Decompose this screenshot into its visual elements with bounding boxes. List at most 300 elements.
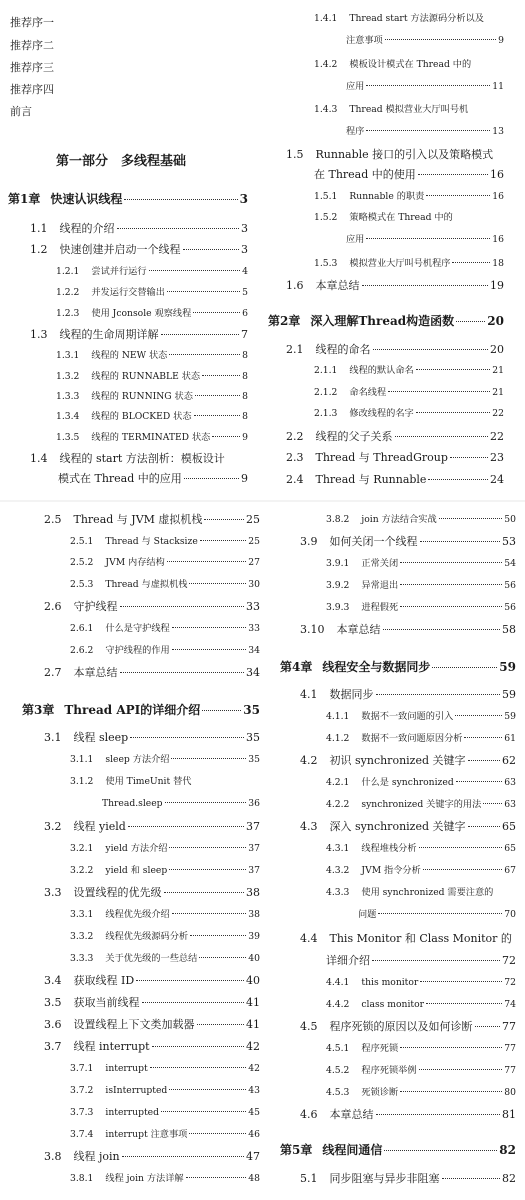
- entry-title: Thread 模拟营业大厅叫号机: [349, 104, 469, 115]
- subsection-entry: [314, 58, 504, 74]
- entry-title: 快速认识线程: [50, 192, 123, 206]
- page-number: 42: [246, 1040, 260, 1053]
- dot-leader: [202, 375, 240, 376]
- front-matter-item: 推荐序三: [10, 61, 54, 74]
- page-number: 39: [248, 931, 260, 942]
- entry-number: 1.5.3: [314, 258, 338, 269]
- dot-leader: [199, 957, 246, 958]
- page-number: 18: [492, 258, 504, 269]
- subsection-entry: [70, 1172, 260, 1188]
- page-number: 4: [242, 266, 248, 277]
- entry-number: 2.5: [44, 513, 62, 526]
- page-number: 63: [504, 799, 516, 810]
- entry-title: 策略模式在 Thread 中的: [349, 212, 453, 223]
- dot-leader: [152, 1046, 244, 1047]
- page-number: 9: [498, 35, 504, 46]
- entry-number: 1.2.2: [56, 287, 80, 298]
- subsection-entry: [326, 732, 516, 748]
- section-entry: [286, 473, 504, 489]
- entry-title: 线程的 RUNNING 状态: [91, 391, 193, 402]
- chapter-entry: [8, 192, 248, 208]
- entry-title: Runnable 接口的引入以及策略模式: [315, 148, 494, 161]
- entry-number: 3.3.1: [70, 909, 94, 920]
- entry-number: 1.6: [286, 279, 304, 292]
- entry-number: 2.7: [44, 666, 62, 679]
- entry-title: 快速创建并启动一个线程: [59, 243, 181, 256]
- entry-number: 3.7.2: [70, 1085, 94, 1096]
- entry-number: 1.2.1: [56, 266, 80, 277]
- page-number: 72: [502, 954, 516, 967]
- entry-title: 线程间通信: [322, 1143, 383, 1157]
- entry-number: 4.1.2: [326, 733, 350, 744]
- subsection-entry: [70, 930, 260, 946]
- dot-leader: [432, 667, 497, 668]
- subsection-entry: [314, 257, 504, 273]
- page-number: 48: [248, 1173, 260, 1184]
- page-number: 25: [246, 513, 260, 526]
- section-entry: [44, 820, 260, 836]
- section-entry: [286, 451, 504, 467]
- dot-leader: [167, 561, 247, 562]
- entry-title: 线程的介绍: [59, 222, 115, 235]
- dot-leader: [366, 238, 490, 239]
- entry-number: 4.2: [300, 754, 318, 767]
- entry-title: 线程 yield: [73, 820, 126, 833]
- entry-number: 1.3.4: [56, 411, 80, 422]
- entry-number: 1.5: [286, 148, 304, 161]
- entry-number: 4.4: [300, 932, 318, 945]
- subsection-entry: [358, 908, 516, 924]
- dot-leader: [204, 519, 244, 520]
- entry-title: This Monitor 和 Class Monitor 的: [329, 932, 512, 945]
- entry-number: 1.3: [30, 328, 48, 341]
- page-number: 33: [248, 623, 260, 634]
- subsection-entry: [326, 513, 516, 529]
- dot-leader: [161, 1111, 246, 1112]
- page-number: 30: [248, 579, 260, 590]
- dot-leader: [189, 1133, 246, 1134]
- entry-number: 3.9.2: [326, 580, 350, 591]
- section-entry: [300, 1172, 516, 1188]
- page-number: 80: [504, 1087, 516, 1098]
- page-number: 58: [502, 623, 516, 636]
- entry-title: interrupt: [105, 1063, 148, 1074]
- section-entry: [58, 472, 248, 488]
- subsection-entry: [70, 1084, 260, 1100]
- section-entry: [300, 820, 516, 836]
- entry-number: 3.5: [44, 996, 62, 1009]
- dot-leader: [400, 584, 502, 585]
- dot-leader: [464, 737, 502, 738]
- chapter-entry: [268, 314, 504, 330]
- dot-leader: [161, 334, 240, 335]
- entry-title: 使用 Jconsole 观察线程: [91, 308, 192, 319]
- subsection-entry: [70, 535, 260, 551]
- entry-title: 什么是守护线程: [105, 623, 170, 634]
- page-number: 82: [499, 1143, 516, 1157]
- subsection-entry: [326, 710, 516, 726]
- page-number: 65: [502, 820, 516, 833]
- dot-leader: [169, 354, 240, 355]
- entry-number: 2.5.3: [70, 579, 94, 590]
- dot-leader: [376, 1114, 501, 1115]
- page-number: 65: [504, 843, 516, 854]
- entry-number: 2.6: [44, 600, 62, 613]
- dot-leader: [197, 1024, 245, 1025]
- dot-leader: [456, 321, 485, 322]
- dot-leader: [366, 85, 490, 86]
- entry-title: 获取当前线程: [73, 996, 140, 1009]
- page-number: 46: [248, 1129, 260, 1140]
- subsection-entry: [314, 103, 504, 119]
- entry-title: 线程安全与数据同步: [322, 660, 431, 674]
- subsection-entry: [326, 1042, 516, 1058]
- entry-title: 修改线程的名字: [349, 408, 414, 419]
- subsection-entry: [56, 286, 248, 302]
- entry-number: 3.9: [300, 535, 318, 548]
- dot-leader: [120, 672, 245, 673]
- dot-leader: [400, 1091, 502, 1092]
- section-entry: [44, 666, 260, 682]
- entry-number: 3.1.2: [70, 776, 94, 787]
- front-matter-item: 推荐序二: [10, 39, 54, 52]
- subsection-entry: [70, 1128, 260, 1144]
- page-number: 56: [504, 602, 516, 613]
- page-number: 77: [504, 1043, 516, 1054]
- entry-number: 3.3.2: [70, 931, 94, 942]
- entry-title: 线程的命名: [315, 343, 371, 356]
- dot-leader: [362, 285, 489, 286]
- dot-leader: [172, 913, 247, 914]
- entry-number: 3.7.1: [70, 1063, 94, 1074]
- subsection-entry: [70, 908, 260, 924]
- section-entry: [30, 243, 248, 259]
- page-number: 36: [248, 798, 260, 809]
- entry-number: 1.4.2: [314, 59, 338, 70]
- entry-title: 尝试并行运行: [91, 266, 147, 277]
- entry-number: 3.3: [44, 886, 62, 899]
- section-entry: [30, 328, 248, 344]
- entry-title: 正常关闭: [361, 558, 399, 569]
- entry-number: 3.2.1: [70, 843, 94, 854]
- dot-leader: [400, 1047, 502, 1048]
- entry-title: 应用: [346, 81, 365, 92]
- entry-number: 4.3.2: [326, 865, 350, 876]
- subsection-entry: [56, 410, 248, 426]
- dot-leader: [468, 760, 500, 761]
- dot-leader: [142, 1002, 245, 1003]
- page-number: 61: [504, 733, 516, 744]
- entry-title: 详细介绍: [326, 954, 370, 967]
- dot-leader: [169, 847, 246, 848]
- subsection-entry: [56, 370, 248, 386]
- dot-leader: [450, 457, 488, 458]
- page-number: 56: [504, 580, 516, 591]
- page-number: 25: [248, 536, 260, 547]
- dot-leader: [423, 869, 503, 870]
- section-entry: [300, 932, 516, 948]
- dot-leader: [183, 249, 240, 250]
- entry-number: 第4章: [280, 660, 313, 674]
- entry-title: 问题: [358, 909, 377, 920]
- entry-number: 第3章: [22, 703, 55, 717]
- subsection-entry: [56, 265, 248, 281]
- dot-leader: [122, 1156, 244, 1157]
- entry-number: 1.4: [30, 452, 48, 465]
- page-number: 38: [248, 909, 260, 920]
- chapter-entry: [22, 703, 260, 719]
- subsection-entry: [314, 190, 504, 206]
- entry-title: JVM 内存结构: [105, 557, 165, 568]
- front-matter-item: 推荐序四: [10, 83, 54, 96]
- entry-title: 本章总结: [73, 666, 118, 679]
- page-number: 81: [502, 1108, 516, 1121]
- entry-title: 线程的 NEW 状态: [91, 350, 168, 361]
- dot-leader: [150, 1067, 247, 1068]
- subsection-entry: [346, 80, 504, 96]
- entry-title: 数据不一致问题的引入: [361, 711, 454, 722]
- page-number: 35: [248, 754, 260, 765]
- entry-number: 3.7: [44, 1040, 62, 1053]
- entry-title: 数据不一致问题原因分析: [361, 733, 463, 744]
- entry-title: 线程优先级介绍: [105, 909, 170, 920]
- page-number: 77: [504, 1065, 516, 1076]
- page-number: 16: [492, 191, 504, 202]
- entry-number: 3.4: [44, 974, 62, 987]
- subsection-entry: [70, 775, 260, 791]
- subsection-entry: [70, 842, 260, 858]
- dot-leader: [442, 1178, 501, 1179]
- entry-title: 线程的默认命名: [349, 365, 414, 376]
- entry-number: 2.2: [286, 430, 304, 443]
- subsection-entry: [314, 12, 504, 28]
- entry-title: 模板设计模式在 Thread 中的: [349, 59, 472, 70]
- subsection-entry: [326, 842, 516, 858]
- entry-title: 使用 synchronized 需要注意的: [361, 887, 494, 898]
- section-entry: [300, 1108, 516, 1124]
- subsection-entry: [346, 125, 504, 141]
- dot-leader: [419, 847, 503, 848]
- page-number: 11: [492, 81, 504, 92]
- entry-title: 线程 sleep: [73, 731, 129, 744]
- entry-number: 4.5.3: [326, 1087, 350, 1098]
- entry-number: 5.1: [300, 1172, 318, 1185]
- page-number: 23: [490, 451, 504, 464]
- dot-leader: [172, 627, 247, 628]
- entry-number: 1.1: [30, 222, 48, 235]
- dot-leader: [426, 1003, 502, 1004]
- dot-leader: [388, 391, 490, 392]
- dot-leader: [483, 803, 502, 804]
- page-number: 20: [490, 343, 504, 356]
- entry-title: 线程 join 方法详解: [105, 1173, 184, 1184]
- entry-number: 3.1.1: [70, 754, 94, 765]
- entry-title: 使用 TimeUnit 替代: [105, 776, 192, 787]
- entry-number: 2.4: [286, 473, 304, 486]
- dot-leader: [426, 195, 490, 196]
- page-number: 59: [499, 660, 516, 674]
- entry-number: 1.3.5: [56, 432, 80, 443]
- entry-title: 线程 interrupt: [73, 1040, 150, 1053]
- entry-number: 3.2.2: [70, 865, 94, 876]
- entry-title: 注意事项: [346, 35, 383, 46]
- entry-number: 3.9.1: [326, 558, 350, 569]
- page-number: 82: [502, 1172, 516, 1185]
- entry-number: 第5章: [280, 1143, 313, 1157]
- page-number: 54: [504, 558, 516, 569]
- section-entry: [300, 754, 516, 770]
- section-entry: [44, 600, 260, 616]
- subsection-entry: [56, 307, 248, 323]
- chapter-entry: [280, 660, 516, 676]
- entry-number: 3.7.3: [70, 1107, 94, 1118]
- section-entry: [30, 222, 248, 238]
- page-number: 27: [248, 557, 260, 568]
- section-entry: [44, 974, 260, 990]
- entry-title: 线程的 RUNNABLE 状态: [91, 371, 201, 382]
- entry-title: 模式在 Thread 中的应用: [58, 472, 182, 485]
- section-entry: [44, 513, 260, 529]
- entry-number: 3.9.3: [326, 602, 350, 613]
- entry-number: 1.5.2: [314, 212, 338, 223]
- dot-leader: [416, 369, 491, 370]
- entry-number: 4.4.1: [326, 977, 350, 988]
- section-entry: [286, 148, 504, 164]
- page-number: 34: [248, 645, 260, 656]
- subsection-entry: [70, 1062, 260, 1078]
- dot-leader: [172, 649, 247, 650]
- entry-title: 初识 synchronized 关键字: [329, 754, 466, 767]
- entry-title: 程序死锁: [361, 1043, 399, 1054]
- entry-title: 线程的父子关系: [315, 430, 393, 443]
- dot-leader: [124, 199, 237, 200]
- page-number: 67: [504, 865, 516, 876]
- entry-title: this monitor: [361, 977, 419, 988]
- entry-title: 深入理解Thread构造函数: [310, 314, 455, 328]
- page-number: 40: [248, 953, 260, 964]
- subsection-entry: [326, 998, 516, 1014]
- section-entry: [44, 886, 260, 902]
- page-number: 8: [242, 411, 248, 422]
- entry-title: isInterrupted: [105, 1085, 168, 1096]
- entry-title: interrupt 注意事项: [105, 1129, 188, 1140]
- dot-leader: [385, 39, 496, 40]
- entry-number: 4.5.1: [326, 1043, 350, 1054]
- entry-number: 3.8: [44, 1150, 62, 1163]
- subsection-entry: [326, 1086, 516, 1102]
- page-number: 40: [246, 974, 260, 987]
- page-number: 41: [246, 996, 260, 1009]
- entry-title: JVM 指令分析: [361, 865, 421, 876]
- dot-leader: [452, 262, 490, 263]
- subsection-entry: [70, 644, 260, 660]
- dot-leader: [164, 892, 245, 893]
- page-number: 16: [492, 234, 504, 245]
- subsection-entry: [56, 431, 248, 447]
- dot-leader: [400, 606, 502, 607]
- entry-number: 3.1: [44, 731, 62, 744]
- subsection-entry: [326, 864, 516, 880]
- page-number: 22: [490, 430, 504, 443]
- dot-leader: [384, 1150, 497, 1151]
- entry-title: 线程的 BLOCKED 状态: [91, 411, 192, 422]
- entry-title: synchronized 关键字的用法: [361, 799, 482, 810]
- entry-title: 命名线程: [349, 387, 387, 398]
- entry-title: 数据同步: [329, 688, 374, 701]
- entry-title: 如何关闭一个线程: [329, 535, 418, 548]
- entry-title: 本章总结: [315, 279, 360, 292]
- entry-title: 线程的 start 方法剖析：模板设计: [59, 452, 225, 465]
- entry-title: 线程的 TERMINATED 状态: [91, 432, 211, 443]
- section-entry: [44, 996, 260, 1012]
- dot-leader: [378, 913, 502, 914]
- section-entry: [286, 430, 504, 446]
- dot-leader: [184, 478, 239, 479]
- entry-title: 程序: [346, 126, 365, 137]
- subsection-entry: [56, 390, 248, 406]
- dot-leader: [419, 1069, 503, 1070]
- dot-leader: [456, 781, 503, 782]
- page-number: 70: [504, 909, 516, 920]
- entry-title: sleep 方法介绍: [105, 754, 170, 765]
- dot-leader: [372, 960, 500, 961]
- entry-title: Thread 与 JVM 虚拟机栈: [73, 513, 203, 526]
- section-entry: [300, 623, 516, 639]
- entry-number: 3.2: [44, 820, 62, 833]
- entry-title: 获取线程 ID: [73, 974, 135, 987]
- entry-number: 第1章: [8, 192, 41, 206]
- section-entry: [300, 688, 516, 704]
- dot-leader: [383, 629, 501, 630]
- subsection-entry: [346, 34, 504, 50]
- entry-number: 3.6: [44, 1018, 62, 1031]
- dot-leader: [128, 826, 244, 827]
- page-number: 33: [246, 600, 260, 613]
- subsection-entry: [326, 976, 516, 992]
- page-number: 8: [242, 371, 248, 382]
- page-number: 53: [502, 535, 516, 548]
- subsection-entry: [326, 886, 516, 902]
- entry-number: 3.3.3: [70, 953, 94, 964]
- page-number: 77: [502, 1020, 516, 1033]
- entry-number: 4.1: [300, 688, 318, 701]
- subsection-entry: [326, 776, 516, 792]
- subsection-entry: [56, 349, 248, 365]
- dot-leader: [120, 606, 245, 607]
- page-number: 13: [492, 126, 504, 137]
- section-entry: [44, 731, 260, 747]
- page-number: 72: [504, 977, 516, 988]
- dot-leader: [428, 479, 488, 480]
- page-number: 3: [239, 192, 248, 206]
- dot-leader: [395, 436, 489, 437]
- entry-title: 线程的生命周期详解: [59, 328, 159, 341]
- section-entry: [300, 1020, 516, 1036]
- subsection-entry: [346, 233, 504, 249]
- entry-title: interrupted: [105, 1107, 159, 1118]
- subsection-entry: [314, 386, 504, 402]
- page-number: 34: [246, 666, 260, 679]
- entry-number: 4.4.2: [326, 999, 350, 1010]
- section-entry: [44, 1150, 260, 1166]
- dot-leader: [171, 758, 246, 759]
- page-number: 43: [248, 1085, 260, 1096]
- section-entry: [314, 168, 504, 184]
- dot-leader: [416, 412, 491, 413]
- entry-title: Thread API的详细介绍: [64, 703, 201, 717]
- page-number: 3: [241, 243, 248, 256]
- entry-title: 关于优先级的一些总结: [105, 953, 198, 964]
